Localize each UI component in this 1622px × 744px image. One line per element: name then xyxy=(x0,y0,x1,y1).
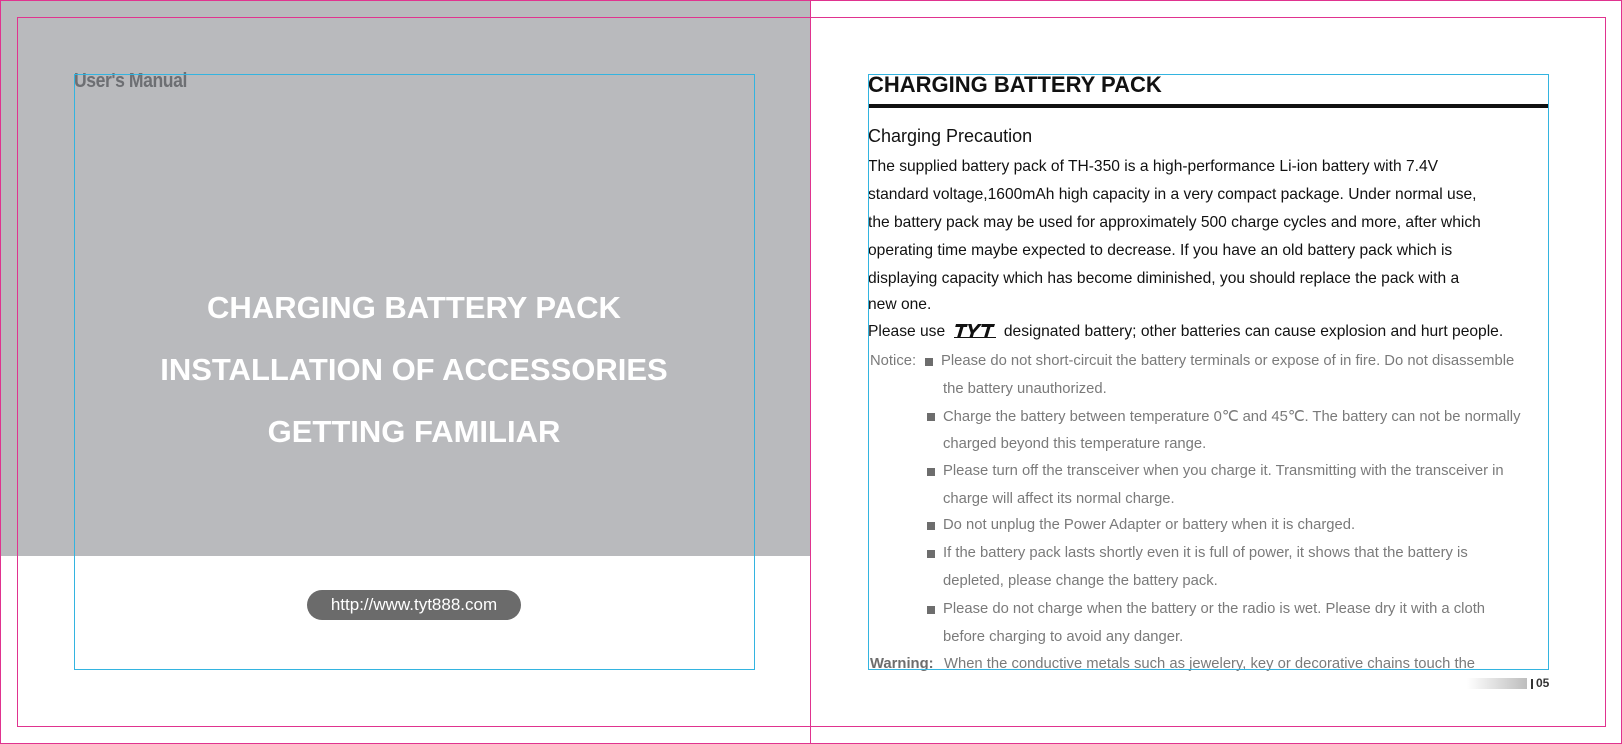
page-number: 05 xyxy=(1536,676,1550,690)
notice-item: If the battery pack lasts shortly even it is full of power, it shows that the battery is xyxy=(943,545,1468,561)
please-use-after: designated battery; other batteries can cause explosion and hurt people. xyxy=(1003,323,1504,340)
website-url[interactable]: http://www.tyt888.com xyxy=(307,590,521,620)
body-line: the battery pack may be used for approximately 500 charge cycles and more, after which xyxy=(868,214,1481,231)
section-title-familiar: GETTING FAMILIAR xyxy=(267,414,561,449)
section-title-charging: CHARGING BATTERY PACK xyxy=(207,290,621,325)
warning-text: When the conductive metals such as jewelery, key or decorative chains touch the xyxy=(944,656,1476,672)
manual-header: User's Manual xyxy=(74,70,187,92)
warning-label: Warning: xyxy=(870,656,934,672)
left-guide-box xyxy=(74,74,755,670)
body-line: The supplied battery pack of TH-350 is a high-performance Li-ion battery with 7.4V xyxy=(868,158,1439,175)
notice-item-cont: charged beyond this temperature range. xyxy=(943,436,1207,452)
notice-item-cont: before charging to avoid any danger. xyxy=(943,629,1184,645)
body-line: new one. xyxy=(868,296,932,313)
notice-item: Please turn off the transceiver when you charge it. Transmitting with the transceiver in xyxy=(943,463,1504,479)
notice-item: Do not unplug the Power Adapter or battery when it is charged. xyxy=(943,517,1356,533)
section-title-accessories: INSTALLATION OF ACCESSORIES xyxy=(160,352,668,387)
notice-item: Please do not charge when the battery or the radio is wet. Please dry it with a cloth xyxy=(943,601,1486,617)
body-line: operating time maybe expected to decrease. If you have an old battery pack which is xyxy=(868,242,1453,259)
notice-item-cont: charge will affect its normal charge. xyxy=(943,491,1175,507)
please-use-before: Please use xyxy=(868,323,946,340)
notice-item: Please do not short-circuit the battery terminals or expose of in fire. Do not disassemble xyxy=(941,353,1515,369)
body-line: standard voltage,1600mAh high capacity in a very compact package. Under normal use, xyxy=(868,186,1477,203)
notice-item-cont: depleted, please change the battery pack. xyxy=(943,573,1218,589)
notice-item: Charge the battery between temperature 0℃ and 45℃. The battery can not be normally xyxy=(943,409,1521,425)
body-line: displaying capacity which has become diminished, you should replace the pack with a xyxy=(868,270,1460,287)
notice-label: Notice: xyxy=(870,353,917,369)
page-title: CHARGING BATTERY PACK xyxy=(868,72,1162,97)
subheading: Charging Precaution xyxy=(868,126,1033,146)
right-guide-box xyxy=(868,74,1549,670)
notice-item-cont: the battery unauthorized. xyxy=(943,381,1107,397)
